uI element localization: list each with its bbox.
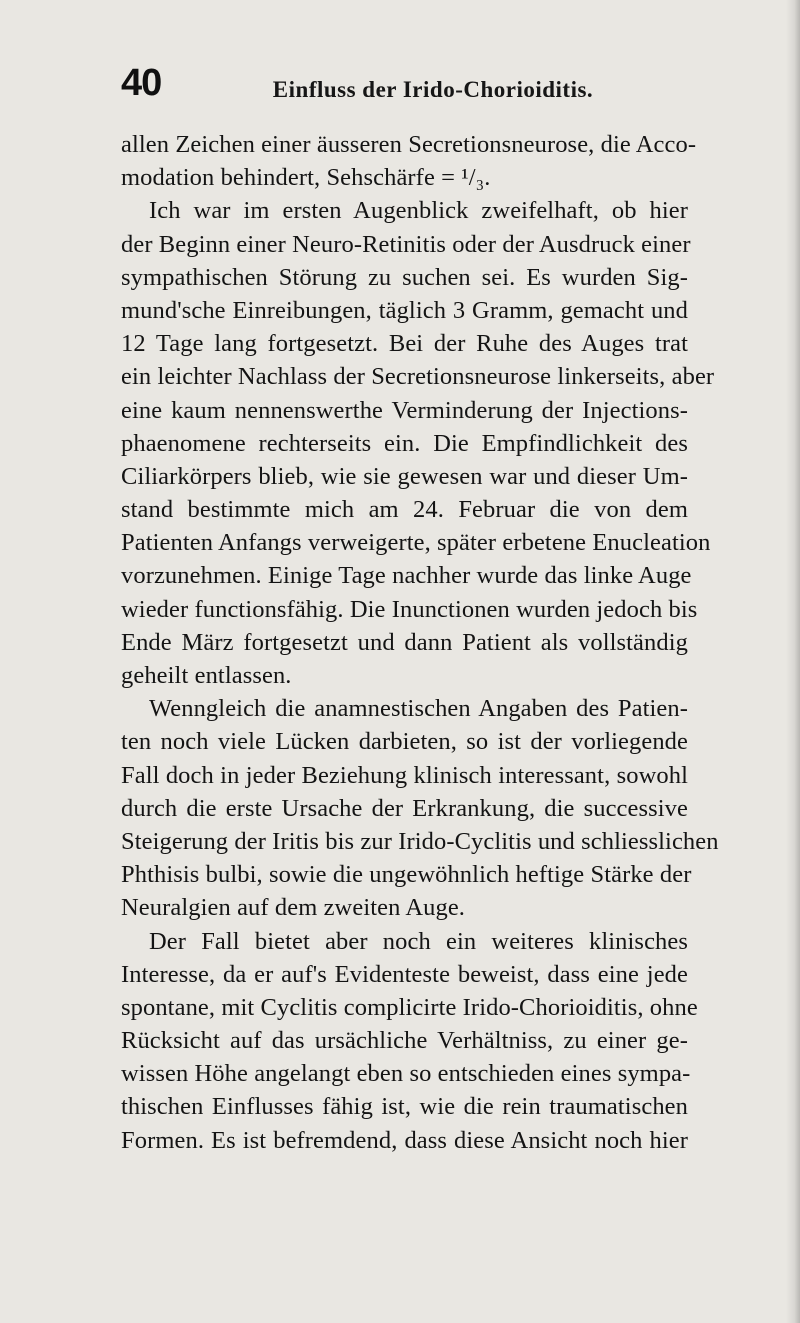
text-line: Fall doch in jeder Beziehung klinisch interessant, sowohl	[121, 761, 688, 789]
text-line: Phthisis bulbi, sowie die ungewöhnlich heftige Stärke der	[121, 861, 692, 889]
text-line: durch die erste Ursache der Erkrankung, die successive	[121, 794, 688, 822]
text-line: Steigerung der Iritis bis zur Irido-Cyclitis und schliesslichen	[121, 827, 719, 855]
text-line: geheilt entlassen.	[121, 662, 292, 689]
text-line: allen Zeichen einer äusseren Secretionsneurose, die Acco-	[121, 131, 697, 158]
running-header	[0, 63, 800, 107]
paragraph-first-line: Ich war im ersten Augenblick zweifelhaft, ob hier	[149, 197, 688, 225]
text-line: wissen Höhe angelangt eben so entschieden eines sympa-	[121, 1060, 691, 1088]
text-line: stand bestimmte mich am 24. Februar die von dem	[121, 496, 688, 524]
text-line: spontane, mit Cyclitis complicirte Irido-Chorioiditis, ohne	[121, 993, 698, 1021]
running-title: Einfluss der Irido-Chorioiditis.	[272, 77, 594, 102]
text-line: der Beginn einer Neuro-Retinitis oder der Ausdruck einer	[121, 230, 691, 258]
text-line: sympathischen Störung zu suchen sei. Es wurden Sig-	[121, 263, 688, 291]
text-line: Interesse, da er auf's Evidenteste beweist, dass eine jede	[121, 960, 688, 988]
text-line: thischen Einflusses fähig ist, wie die rein traumatischen	[121, 1093, 688, 1121]
text-line: mund'sche Einreibungen, täglich 3 Gramm, gemacht und	[121, 296, 688, 324]
text-line: Ciliarkörpers blieb, wie sie gewesen war und dieser Um-	[121, 462, 688, 490]
text-line: ten noch viele Lücken darbieten, so ist der vorliegende	[121, 728, 688, 756]
text-line: Formen. Es ist befremdend, dass diese Ansicht noch hier	[121, 1126, 688, 1154]
paragraph-first-line: Der Fall bietet aber noch ein weiteres klinisches	[149, 927, 688, 955]
text-line: eine kaum nennenswerthe Verminderung der Injections-	[121, 396, 688, 424]
text-line: modation behindert, Sehschärfe = ¹/₃.	[121, 164, 491, 192]
text-line: wieder functionsfähig. Die Inunctionen wurden jedoch bis	[121, 595, 698, 623]
text-line: phaenomene rechterseits ein. Die Empfindlichkeit des	[121, 429, 688, 457]
body-text	[121, 128, 719, 1157]
paragraph-first-line: Wenngleich die anamnestischen Angaben des Patien-	[149, 695, 688, 723]
text-line: ein leichter Nachlass der Secretionsneurose linkerseits, aber	[121, 363, 715, 391]
text-line: Rücksicht auf das ursächliche Verhältniss, zu einer ge-	[121, 1027, 688, 1055]
text-line: Patienten Anfangs verweigerte, später erbetene Enucleation	[121, 529, 711, 557]
text-line: Ende März fortgesetzt und dann Patient als vollständig	[121, 628, 688, 656]
text-line: vorzunehmen. Einige Tage nachher wurde das linke Auge	[121, 562, 692, 590]
page-edge-shadow	[786, 0, 800, 1323]
text-line: Neuralgien auf dem zweiten Auge.	[121, 894, 466, 922]
text-line: 12 Tage lang fortgesetzt. Bei der Ruhe des Auges trat	[121, 330, 688, 358]
page-number: 40	[121, 62, 162, 104]
